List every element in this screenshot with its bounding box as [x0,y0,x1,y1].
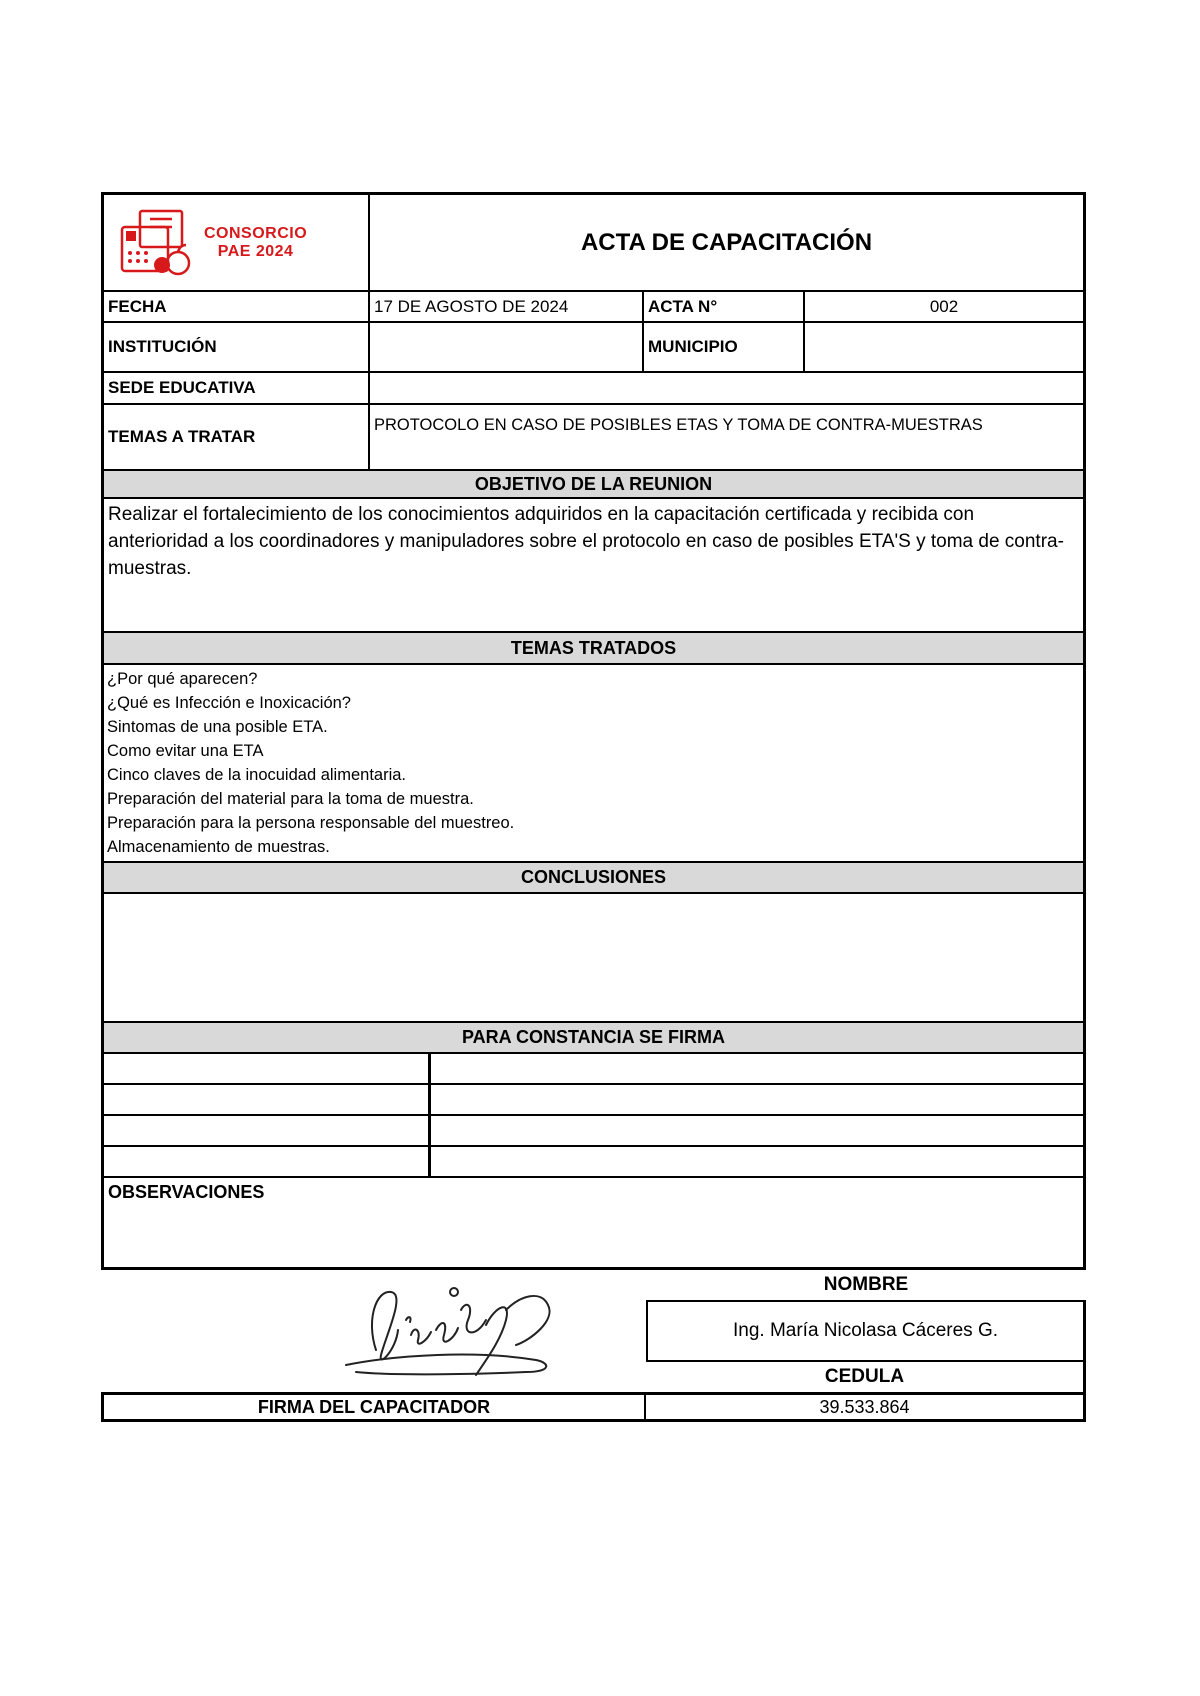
acta-form [101,192,1086,1420]
signature-row [101,1085,1086,1116]
sede-label: SEDE EDUCATIVA [101,373,370,405]
tratados-heading: TEMAS TRATADOS [101,633,1086,665]
conclusiones-heading: CONCLUSIONES [101,863,1086,894]
nombre-label: NOMBRE [823,1274,909,1295]
list-item: ¿Qué es Infección e Inoxicación? [107,694,351,712]
institucion-row [101,323,1086,373]
page-title: ACTA DE CAPACITACIÓN [370,192,1086,292]
tratados-list [101,665,1086,863]
logo-icon [116,205,196,281]
conclusiones-heading-row [101,863,1086,894]
tratados-body-row [101,665,1086,863]
signature-row [101,1054,1086,1085]
list-item: Como evitar una ETA [107,742,264,760]
institucion-value [370,323,644,373]
signature-sign-cell [431,1054,1086,1085]
sede-row [101,373,1086,405]
logo-text [204,225,307,261]
acta-label: ACTA N° [644,292,805,323]
signature-image [336,1280,576,1390]
temas-row [101,405,1086,471]
objetivo-text: Realizar el fortalecimiento de los conocimientos adquiridos en la capacitación certificada y recibida con anterioridad a los coordinadores y manipuladores sobre el protocolo en caso de posibles ETA'S y toma de contra-muestras. [101,499,1086,633]
signature-row [101,1147,1086,1178]
signature-row [101,1116,1086,1147]
logo [101,192,370,292]
objetivo-heading: OBJETIVO DE LA REUNION [101,471,1086,499]
cedula-value: 39.533.864 [819,1396,910,1417]
temas-value: PROTOCOLO EN CASO DE POSIBLES ETAS Y TOMA DE CONTRA-MUESTRAS [370,405,1086,471]
temas-label: TEMAS A TRATAR [101,405,370,471]
objetivo-body-row [101,499,1086,633]
sede-value [370,373,1086,405]
tratados-heading-row [101,633,1086,665]
signature-name-cell [101,1116,431,1147]
list-item: Preparación para la persona responsable del muestreo. [107,814,515,832]
fecha-row [101,292,1086,323]
municipio-value [805,323,1086,373]
logo-line2: PAE 2024 [217,242,294,260]
signature-sign-cell [431,1147,1086,1178]
signature-name-cell [101,1085,431,1116]
conclusiones-body-row [101,894,1086,1023]
list-item: Preparación del material para la toma de muestra. [107,790,474,808]
signature-name-cell [101,1054,431,1085]
fecha-label: FECHA [101,292,370,323]
logo-line1: CONSORCIO [204,224,308,242]
firma-capacitador-label: FIRMA DEL CAPACITADOR [104,1395,646,1419]
cedula-label: CEDULA [646,1362,1086,1392]
municipio-label: MUNICIPIO [644,323,805,373]
signature-sign-cell [431,1116,1086,1147]
institucion-label: INSTITUCIÓN [101,323,370,373]
constancia-heading: PARA CONSTANCIA SE FIRMA [101,1023,1086,1054]
constancia-heading-row [101,1023,1086,1054]
header-row [101,192,1086,292]
list-item: Cinco claves de la inocuidad alimentaria. [107,766,406,784]
list-item: Almacenamiento de muestras. [107,838,330,856]
firma-area [101,1270,1086,1420]
firma-bottom-row [101,1392,1086,1422]
signature-name-cell [101,1147,431,1178]
nombre-value: Ing. María Nicolasa Cáceres G. [646,1300,1086,1362]
signature-sign-cell [431,1085,1086,1116]
fecha-value: 17 DE AGOSTO DE 2024 [370,292,644,323]
list-item: Sintomas de una posible ETA. [107,718,328,736]
observaciones-label: OBSERVACIONES [101,1178,1086,1270]
conclusiones-text [101,894,1086,1023]
observaciones-row [101,1178,1086,1270]
objetivo-heading-row [101,471,1086,499]
acta-value: 002 [805,292,1086,323]
list-item: ¿Por qué aparecen? [107,670,258,688]
